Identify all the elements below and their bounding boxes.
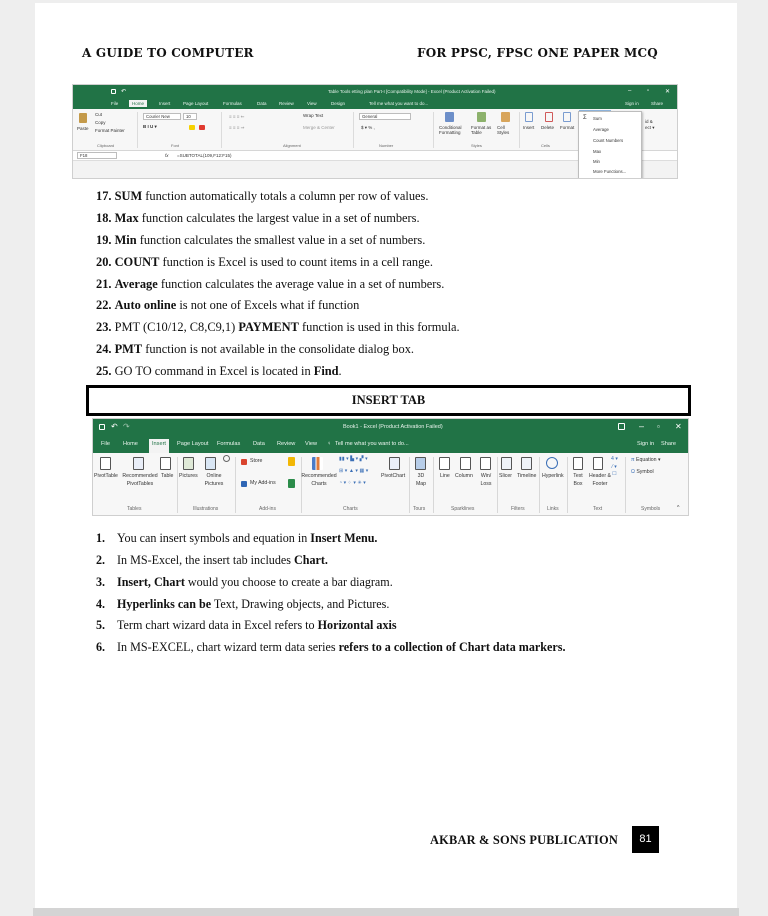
recommended-charts-icon bbox=[312, 457, 323, 470]
3d-map-button: 3D Map bbox=[415, 473, 427, 487]
hyperlink-icon bbox=[546, 457, 558, 469]
tab-formulas: Formulas bbox=[217, 441, 241, 447]
number-group-label: Number bbox=[379, 143, 394, 148]
tell-me-box: Tell me what you want to do... bbox=[369, 101, 429, 106]
list-item: 25. GO TO command in Excel is located in Find. bbox=[96, 364, 342, 378]
text-box-button: Text Box bbox=[573, 473, 583, 487]
close-icon: ✕ bbox=[675, 422, 682, 431]
text-group-label: Text bbox=[593, 506, 603, 512]
undo-icon: ↶ bbox=[121, 89, 127, 95]
tab-data: Data bbox=[253, 441, 265, 447]
my-addins-icon bbox=[241, 481, 247, 487]
menu-item-more-functions: More Functions... bbox=[593, 169, 627, 174]
font-group-label: Font bbox=[171, 143, 180, 148]
shapes-icon bbox=[223, 455, 230, 462]
menu-item-sum: Sum bbox=[593, 116, 602, 121]
sign-in-link: Sign in bbox=[637, 441, 655, 447]
timeline-button: Timeline bbox=[517, 473, 537, 479]
slicer-icon bbox=[501, 457, 512, 470]
tab-view: View bbox=[307, 101, 317, 106]
bold-italic-underline-icons: B I U ▾ bbox=[143, 124, 157, 129]
copy-button: Copy bbox=[95, 120, 106, 125]
excel-insert-ribbon-screenshot bbox=[92, 418, 689, 516]
insert-cells-button: Insert bbox=[523, 125, 535, 130]
cell-styles-icon bbox=[501, 112, 510, 122]
column-sparkline-icon bbox=[460, 457, 471, 470]
slicer-button: Slicer bbox=[499, 473, 512, 479]
list-item: 6. In MS-EXCEL, chart wizard term data series refers to a collection of Chart data markers. bbox=[96, 640, 566, 654]
ribbon-tabs bbox=[93, 436, 688, 453]
title-bar bbox=[93, 419, 688, 436]
fill-color-icon bbox=[189, 125, 195, 130]
divider bbox=[539, 457, 540, 513]
timeline-icon bbox=[521, 457, 532, 470]
page-number: 81 bbox=[632, 826, 659, 853]
list-item: 21. Average function calculates the average value in a set of numbers. bbox=[96, 277, 445, 291]
conditional-formatting-icon bbox=[445, 112, 454, 122]
find-select-fragment: ect ▾ bbox=[645, 125, 655, 130]
autosum-dropdown bbox=[578, 111, 642, 179]
links-group-label: Links bbox=[547, 506, 559, 512]
window-title: Book1 - Excel (Product Activation Failed) bbox=[343, 424, 443, 430]
charts-group-label: Charts bbox=[343, 506, 358, 512]
equation-label: Equation bbox=[636, 457, 657, 463]
illustrations-group-label: Illustrations bbox=[193, 506, 219, 512]
wrap-text-button: Wrap Text bbox=[303, 113, 324, 118]
pivotchart-button: PivotChart bbox=[381, 473, 406, 479]
undo-icon: ↶ bbox=[111, 422, 118, 431]
excel-home-ribbon-screenshot bbox=[72, 84, 678, 179]
chart-type-icons-2: ⊞ ▾ ▲ ▾ ▦ ▾ bbox=[339, 468, 369, 474]
menu-item-max: Max bbox=[593, 149, 602, 154]
sort-filter-fragment: id & bbox=[645, 119, 653, 124]
pivottable-button: PivotTable bbox=[94, 473, 118, 479]
cell-styles-button: Cell Styles bbox=[497, 125, 510, 135]
sigma-icon: Σ bbox=[583, 115, 587, 121]
line-sparkline-icon bbox=[439, 457, 450, 470]
list-item: 19. Min function calculates the smallest value in a set of numbers. bbox=[96, 233, 426, 247]
tab-insert: Insert bbox=[159, 101, 171, 106]
online-pictures-button: Online Pictures bbox=[204, 473, 224, 487]
share-button: Share bbox=[651, 101, 664, 106]
tab-page-layout: Page Layout bbox=[177, 441, 209, 447]
number-format-box: General bbox=[359, 113, 411, 120]
text-box-icon bbox=[573, 457, 583, 470]
tab-home: Home bbox=[129, 100, 147, 107]
bing-maps-icon bbox=[288, 457, 295, 466]
header-footer-button: Header & Footer bbox=[589, 473, 611, 487]
format-as-table-button: Format as Table bbox=[471, 125, 492, 135]
title-bar bbox=[73, 85, 677, 99]
alignment-group-label: Alignment bbox=[283, 143, 301, 148]
table-button: Table bbox=[161, 473, 174, 479]
list-item: 3. Insert, Chart would you choose to create a bar diagram. bbox=[96, 575, 393, 589]
pictures-button: Pictures bbox=[179, 473, 198, 479]
styles-group-label: Styles bbox=[471, 143, 482, 148]
font-size-box: 10 bbox=[183, 113, 197, 120]
chart-type-icons: ▮▮ ▾ ▙ ▾ ▞ ▾ bbox=[339, 456, 368, 462]
window-title: Table Tools etting plan Part-I [Compatibility Mode] - Excel (Product Activation Failed) bbox=[328, 89, 496, 94]
insert-ribbon bbox=[93, 453, 688, 516]
share-button: Share bbox=[661, 441, 676, 447]
tab-formulas: Formulas bbox=[223, 101, 242, 106]
tab-page-layout: Page Layout bbox=[183, 101, 209, 106]
divider bbox=[625, 457, 626, 513]
minimize-icon: – bbox=[639, 421, 645, 431]
minimize-icon: – bbox=[628, 88, 632, 94]
restore-icon: ▫ bbox=[647, 88, 650, 94]
winloss-sparkline-button: Win/ Loss bbox=[480, 473, 492, 487]
restore-icon: ▫ bbox=[657, 422, 660, 431]
tab-design: Design bbox=[331, 101, 346, 106]
format-painter-button: Format Painter bbox=[95, 128, 125, 133]
symbol-label: Symbol bbox=[636, 469, 654, 475]
menu-item-average: Average bbox=[593, 127, 609, 132]
header-footer-icon bbox=[593, 457, 603, 470]
section-heading-box bbox=[86, 385, 691, 416]
pictures-icon bbox=[183, 457, 194, 470]
lightbulb-icon: ♀ bbox=[327, 441, 332, 447]
addins-group-label: Add-ins bbox=[259, 506, 276, 512]
header-left: A GUIDE TO COMPUTER bbox=[82, 46, 254, 60]
font-color-icon bbox=[199, 125, 205, 130]
divider bbox=[137, 112, 138, 148]
divider bbox=[519, 112, 520, 148]
recommended-charts-button: Recommended Charts bbox=[301, 473, 337, 487]
delete-cells-button: Delete bbox=[541, 125, 555, 130]
hyperlink-button: Hyperlink bbox=[542, 473, 564, 479]
pivotchart-icon bbox=[389, 457, 400, 470]
number-format-icons: $ ▾ % , bbox=[361, 125, 375, 130]
list-item: 18. Max function calculates the largest value in a set of numbers. bbox=[96, 211, 420, 225]
symbol-button bbox=[631, 469, 654, 477]
tab-review: Review bbox=[277, 441, 296, 447]
recommended-pivottables-button: Recommended PivotTables bbox=[122, 473, 158, 487]
tables-group-label: Tables bbox=[127, 506, 142, 512]
cut-button: Cut bbox=[95, 112, 103, 117]
my-addins-button: My Add-ins bbox=[250, 480, 276, 486]
format-cells-button: Format bbox=[560, 125, 575, 130]
formula-text: =SUBTOTAL(109,F12:F15) bbox=[177, 153, 232, 158]
list-item: 24. PMT function is not available in the consolidate dialog box. bbox=[96, 342, 414, 356]
cells-group-label: Cells bbox=[541, 143, 550, 148]
paste-icon bbox=[79, 113, 87, 123]
close-icon: ✕ bbox=[665, 89, 671, 95]
save-icon bbox=[99, 424, 105, 430]
format-cells-icon bbox=[563, 112, 571, 122]
recommended-pivottables-icon bbox=[133, 457, 144, 470]
list-item: 23. PMT (C10/12, C8,C9,1) PAYMENT function is used in this formula. bbox=[96, 320, 460, 334]
clipboard-group-label: Clipboard bbox=[97, 143, 115, 148]
paste-label: Paste bbox=[77, 126, 89, 131]
conditional-formatting-button: Conditional Formatting bbox=[439, 125, 462, 135]
name-box: F18 bbox=[77, 152, 117, 159]
tab-review: Review bbox=[279, 101, 294, 106]
menu-item-count-numbers: Count Numbers bbox=[593, 138, 624, 143]
tab-file: File bbox=[111, 101, 119, 106]
table-icon bbox=[160, 457, 171, 470]
filters-group-label: Filters bbox=[511, 506, 525, 512]
column-sparkline-button: Column bbox=[455, 473, 473, 479]
tab-view: View bbox=[305, 441, 318, 447]
tab-file: File bbox=[101, 441, 111, 447]
symbols-group-label: Symbols bbox=[641, 506, 661, 512]
list-item: 4. Hyperlinks can be Text, Drawing objects, and Pictures. bbox=[96, 597, 390, 611]
divider bbox=[497, 457, 498, 513]
equation-button: π Equation ▾ bbox=[631, 457, 661, 463]
save-icon bbox=[111, 89, 116, 94]
page-shadow bbox=[33, 908, 739, 916]
ribbon-tabs bbox=[73, 99, 677, 109]
winloss-sparkline-icon bbox=[480, 457, 491, 470]
divider bbox=[567, 457, 568, 513]
delete-cells-icon bbox=[545, 112, 553, 122]
divider bbox=[235, 457, 236, 513]
chart-type-icons-3: ◔ ▾ ⁘ ▾ ✳ ▾ bbox=[339, 480, 366, 486]
divider bbox=[221, 112, 222, 148]
divider bbox=[433, 457, 434, 513]
text-more-icons: 4 ▾ ⁄ ▾ ☐ bbox=[611, 456, 618, 477]
list-item: 1. You can insert symbols and equation in Insert Menu. bbox=[96, 531, 378, 545]
ribbon-display-icon bbox=[618, 423, 625, 430]
divider bbox=[409, 457, 410, 513]
collapse-ribbon-icon: ^ bbox=[677, 505, 680, 511]
alignment-icons-2: ≡ ≡ ≡ ⇒ bbox=[229, 125, 245, 130]
format-as-table-icon bbox=[477, 112, 486, 122]
alignment-icons: ≡ ≡ ≡ ⇐ bbox=[229, 114, 245, 119]
people-graph-icon bbox=[288, 479, 295, 488]
omega-icon: Ω bbox=[631, 469, 635, 475]
publisher-footer: AKBAR & SONS PUBLICATION bbox=[430, 833, 619, 847]
tell-me-box: Tell me what you want to do... bbox=[335, 441, 409, 447]
store-button: Store bbox=[250, 458, 263, 464]
tab-data: Data bbox=[257, 101, 267, 106]
menu-item-min: Min bbox=[593, 159, 600, 164]
header-right: FOR PPSC, FPSC ONE PAPER MCQ bbox=[417, 46, 658, 60]
list-item: 20. COUNT function is Excel is used to count items in a cell range. bbox=[96, 255, 433, 269]
list-item: 22. Auto online is not one of Excels what if function bbox=[96, 298, 360, 312]
list-item: 2. In MS-Excel, the insert tab includes Chart. bbox=[96, 553, 328, 567]
sign-in-link: Sign in bbox=[625, 101, 639, 106]
divider bbox=[433, 112, 434, 148]
tab-insert: Insert bbox=[149, 439, 169, 453]
tab-home: Home bbox=[123, 441, 138, 447]
divider bbox=[177, 457, 178, 513]
font-name-box: Courier New bbox=[143, 113, 181, 120]
list-item: 5. Term chart wizard data in Excel refers to Horizontal axis bbox=[96, 618, 397, 632]
pivottable-icon bbox=[100, 457, 111, 470]
section-heading: INSERT TAB bbox=[351, 393, 426, 407]
online-pictures-icon bbox=[205, 457, 216, 470]
redo-icon: ↷ bbox=[123, 422, 130, 431]
tours-group-label: Tours bbox=[413, 506, 426, 512]
pi-icon: π bbox=[631, 457, 635, 463]
3d-map-icon bbox=[415, 457, 426, 470]
merge-center-button: Merge & Center bbox=[303, 125, 335, 130]
insert-cells-icon bbox=[525, 112, 533, 122]
list-item: 17. SUM function automatically totals a column per row of values. bbox=[96, 189, 429, 203]
sparklines-group-label: Sparklines bbox=[451, 506, 475, 512]
store-icon bbox=[241, 459, 247, 465]
line-sparkline-button: Line bbox=[440, 473, 450, 479]
fx-icon: fx bbox=[165, 153, 169, 158]
divider bbox=[353, 112, 354, 148]
